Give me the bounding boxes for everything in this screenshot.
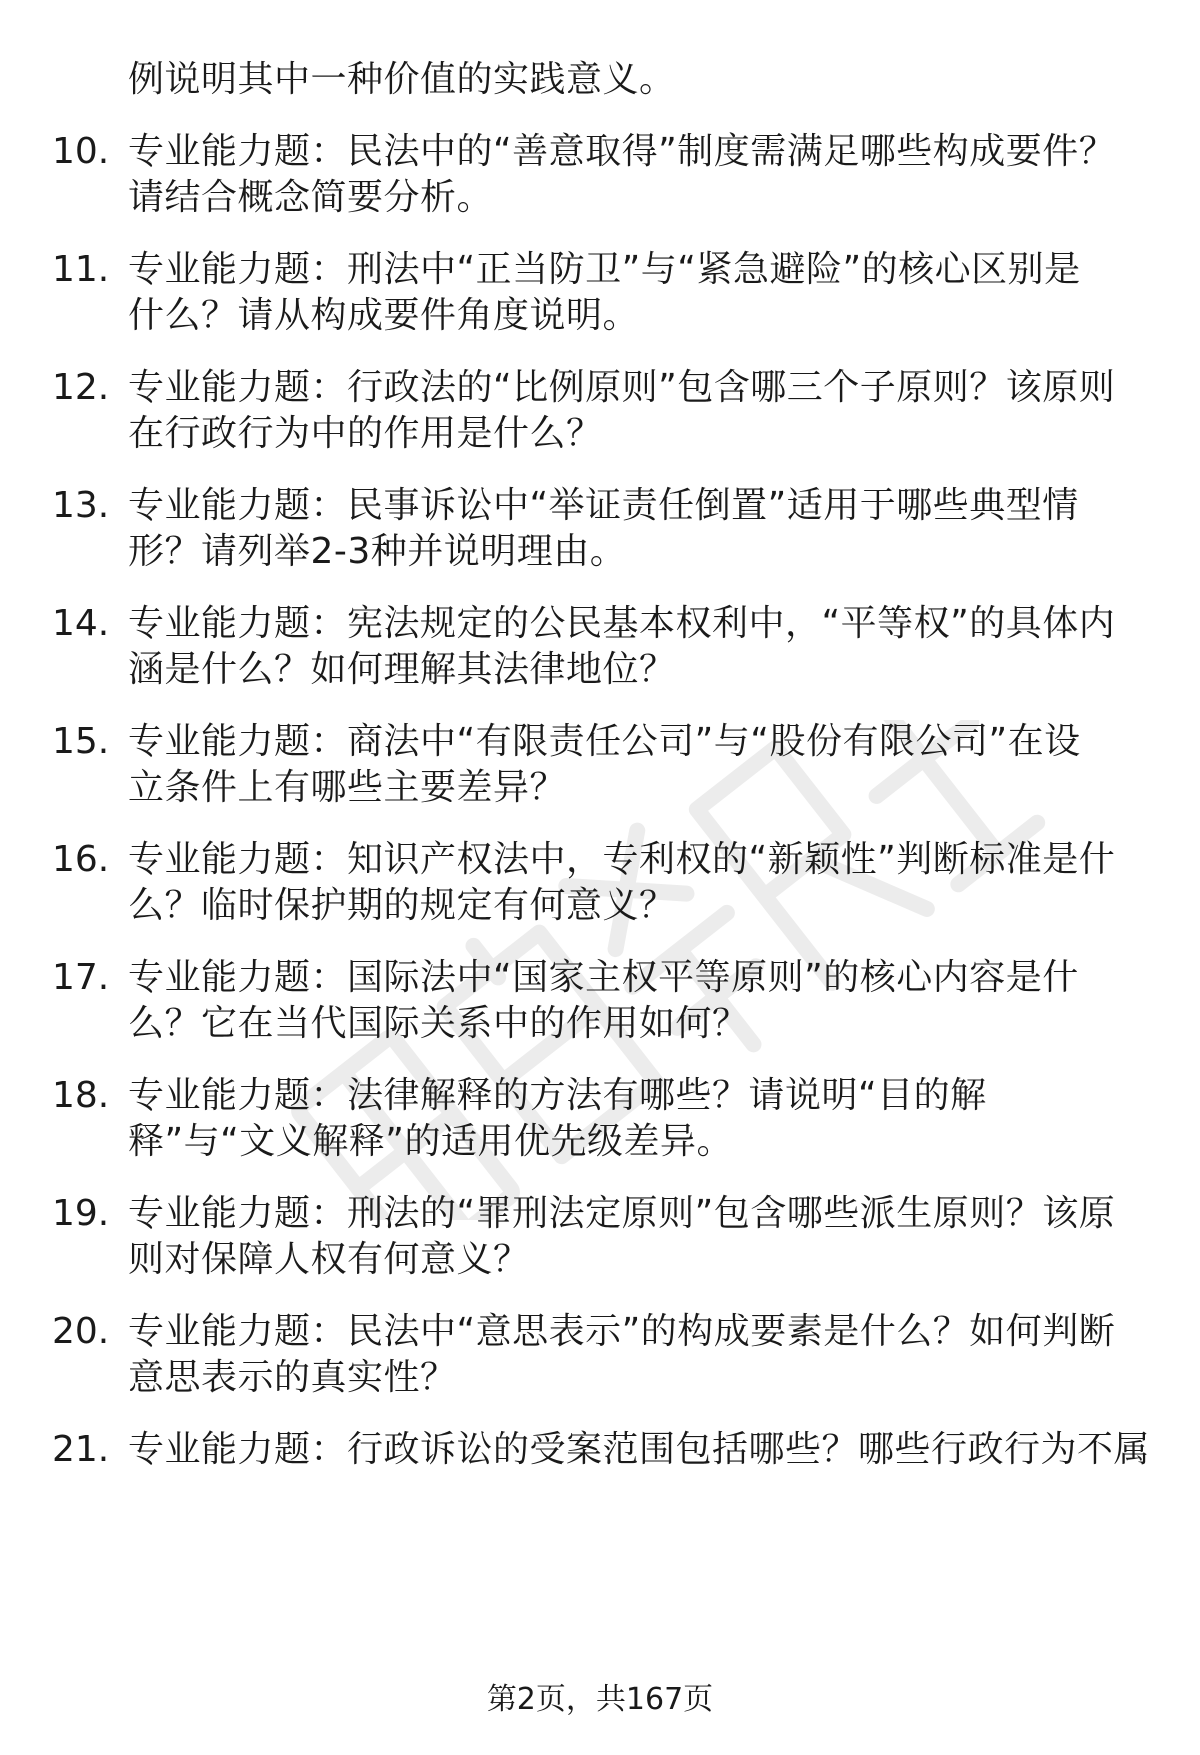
question-line: 专业能力题：国际法中“国家主权平等原则”的核心内容是什 [128,957,1079,998]
question-number: 14. [52,603,110,644]
question-number: 15. [52,721,110,762]
question-line: 专业能力题：民法中“意思表示”的构成要素是什么？如何判断 [128,1311,1116,1352]
question-line: 形？请列举2-3种并说明理由。 [128,531,627,572]
question-line: 专业能力题：刑法中“正当防卫”与“紧急避险”的核心区别是 [128,249,1081,290]
question-line: 专业能力题：知识产权法中，专利权的“新颖性”判断标准是什 [128,839,1116,880]
question-continuation: 例说明其中一种价值的实践意义。 [128,59,676,100]
question-number: 17. [52,957,110,998]
question-line: 专业能力题：商法中“有限责任公司”与“股份有限公司”在设 [128,721,1081,762]
page-footer: 第2页，共167页 [486,1682,714,1717]
question-number: 13. [52,485,110,526]
question-line: 在行政行为中的作用是什么？ [128,413,603,454]
question-number: 20. [52,1311,110,1352]
question-line: 释”与“文义解释”的适用优先级差异。 [128,1121,733,1162]
question-line: 请结合概念简要分析。 [128,177,494,218]
question-line: 涵是什么？如何理解其法律地位？ [128,649,676,690]
question-line: 么？它在当代国际关系中的作用如何？ [128,1003,749,1044]
question-number: 11. [52,249,110,290]
question-number: 10. [52,131,110,172]
question-number: 18. [52,1075,110,1116]
question-line: 什么？请从构成要件角度说明。 [128,295,640,336]
question-line: 专业能力题：行政法的“比例原则”包含哪三个子原则？该原则 [128,367,1116,408]
question-line: 专业能力题：刑法的“罪刑法定原则”包含哪些派生原则？该原 [128,1193,1116,1234]
question-number: 12. [52,367,110,408]
question-line: 立条件上有哪些主要差异？ [128,767,567,808]
question-line: 么？临时保护期的规定有何意义？ [128,885,676,926]
question-line: 专业能力题：民法中的“善意取得”制度需满足哪些构成要件？ [128,131,1116,172]
question-line: 专业能力题：行政诉讼的受案范围包括哪些？哪些行政行为不属 [128,1429,1151,1470]
question-line: 则对保障人权有何意义？ [128,1239,530,1280]
question-line: 专业能力题：宪法规定的公民基本权利中，“平等权”的具体内 [128,603,1116,644]
question-number: 16. [52,839,110,880]
question-line: 专业能力题：民事诉讼中“举证责任倒置”适用于哪些典型情 [128,485,1079,526]
question-number: 21. [52,1429,110,1470]
question-line: 专业能力题：法律解释的方法有哪些？请说明“目的解 [128,1075,987,1116]
question-number: 19. [52,1193,110,1234]
question-line: 意思表示的真实性？ [128,1357,457,1398]
